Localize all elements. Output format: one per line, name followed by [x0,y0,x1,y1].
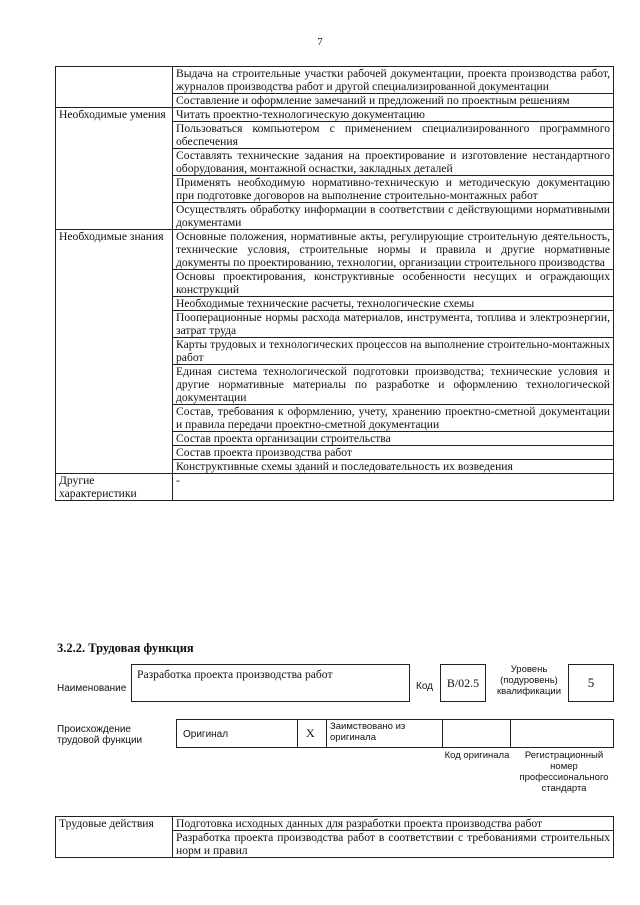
table-cell: Состав, требования к оформлению, учету, хранению проектно-сметной документации и правила передачи проектно-сметной документации [173,405,614,432]
table-cell: Составлять технические задания на проектирование и изготовление нестандартного оборудования, монтажной оснастки, закладных деталей [173,149,614,176]
other-label: Другие характеристики [56,474,173,501]
code-original-caption: Код оригинала [444,750,510,761]
origin-divider [442,719,443,748]
table-cell: Выдача на строительные участки рабочей документации, проекта производства работ, журналов производства работ и другой специализированной документации [173,67,614,94]
reg-number-caption: Регистрационный номер профессионального стандарта [519,750,609,794]
page-number: 7 [317,36,323,48]
table-cell: Пооперационные нормы расхода материалов, инструмента, топлива и электроэнергии, затрат труда [173,311,614,338]
function-name-box [131,664,410,702]
code-label: Код [416,681,434,692]
section-title: 3.2.2. Трудовая функция [57,641,194,655]
table-row [56,67,614,94]
original-label: Оригинал [183,729,229,740]
table-cell: Пользоваться компьютером с применением специализированного программного обеспечения [173,122,614,149]
empty-label-cell [56,67,173,108]
table-cell: Конструктивные схемы зданий и последовательность их возведения [173,460,614,474]
table-row [56,474,614,501]
table-row [56,230,614,270]
level-value: 5 [587,675,595,690]
original-mark: X [306,726,315,740]
table-cell: Необходимые технические расчеты, технологические схемы [173,297,614,311]
name-label: Наименование [57,683,127,694]
level-value-box [568,664,614,702]
borrowed-label: Заимствовано из оригинала [330,721,406,743]
actions-label: Трудовые действия [56,817,173,858]
knowledge-label: Необходимые знания [56,230,173,474]
table-cell: Осуществлять обработку информации в соответствии с действующими нормативными документами [173,203,614,230]
actions-table [55,816,614,858]
origin-divider [510,719,511,748]
other-value: - [173,474,614,501]
table-cell: Состав проекта производства работ [173,446,614,460]
origin-divider [326,719,327,748]
table-cell: Основные положения, нормативные акты, регулирующие строительную деятельность, технические условия, строительные нормы и правила и другие нормативные документы по проектированию, технологии, организации строительного производства [173,230,614,270]
table-cell: Единая система технологической подготовки производства; технические условия и другие нормативные материалы по разработке и оформлению технологической документации [173,365,614,405]
table-cell: Основы проектирования, конструктивные особенности несущих и ограждающих конструкций [173,270,614,297]
level-label: Уровень (подуровень) квалификации [496,664,562,697]
code-value: В/02.5 [446,675,480,690]
table-cell: Разработка проекта производства работ в соответствии с требованиями строительных норм и правил [173,831,614,858]
table-cell: Состав проекта организации строительства [173,432,614,446]
function-name-value: Разработка проекта производства работ [137,668,333,681]
table-cell: Карты трудовых и технологических процессов на выполнение строительно-монтажных работ [173,338,614,365]
skills-label: Необходимые умения [56,108,173,230]
table-row [56,817,614,831]
table-cell: Читать проектно-технологическую документацию [173,108,614,122]
table-cell: Составление и оформление замечаний и предложений по проектным решениям [173,94,614,108]
competency-table [55,66,614,501]
origin-divider [297,719,298,748]
table-cell: Применять необходимую нормативно-техническую и методическую документацию при подготовке договоров на выполнение строительно-монтажных работ [173,176,614,203]
origin-label: Происхождение трудовой функции [57,724,143,746]
table-cell: Подготовка исходных данных для разработки проекта производства работ [173,817,614,831]
table-row [56,108,614,122]
code-value-box [440,664,486,702]
